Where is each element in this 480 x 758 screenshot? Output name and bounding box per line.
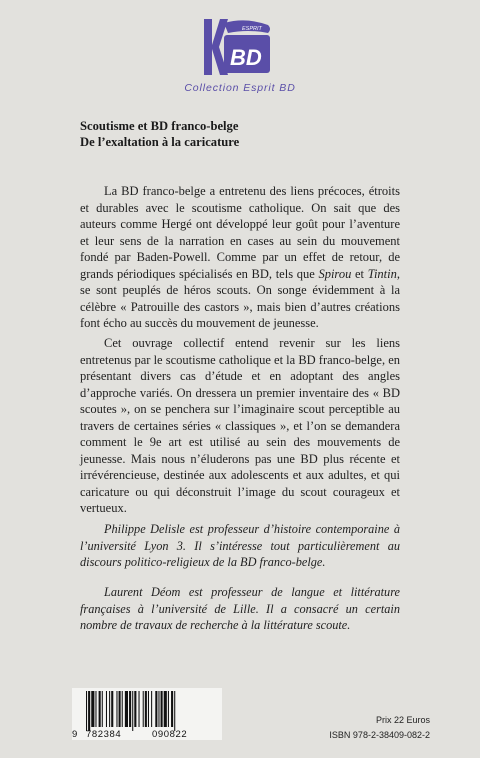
logo-small-text: ESPRIT [242,26,262,32]
barcode-bar [148,691,149,727]
barcode-bar [134,691,136,727]
title-line-1: Scoutisme et BD franco-belge [80,119,239,133]
barcode-bar [158,691,159,727]
isbn: ISBN 978-2-38409-082-2 [329,730,430,740]
barcode-digits-right: 090822 [152,729,188,740]
p1-text-a: La BD franco-belge a entretenu des liens précoces, étroits et durables avec le scoutisme catholique. On sait que des auteurs comme Hergé ont développé leur goût pour l’aventure et leur sens de la narration en cases au sein du mouvement fondé par Baden-Powell. Comme par un effet de retour, de grands périodiques spécialisés en BD, tels que [80,184,400,281]
tintin-title: Tintin [367,266,397,281]
barcode-bars [80,691,214,731]
author-bio-deom: Laurent Déom est professeur de langue et littérature françaises à l’université de Lille. Il a consacré un certain nombre de travaux de recherche à la littérature scoute. [80,585,400,632]
barcode-bar [174,691,175,731]
barcode-bar [111,691,113,727]
summary-paragraph-1 [80,183,400,332]
barcode-bar [145,691,147,727]
barcode-bar [143,691,144,727]
barcode-bar [155,691,157,727]
barcode-bar [168,691,169,727]
barcode-bar [132,691,133,731]
collection-name: Collection Esprit BD [184,82,296,94]
book-title [80,118,400,150]
barcode-digit-first: 9 [72,729,78,740]
barcode-bar [164,691,167,727]
title-line-2: De l’exaltation à la caricature [80,135,240,149]
barcode-bar [106,691,107,727]
price: Prix 22 Euros [375,715,430,725]
summary-paragraph-2: Cet ouvrage collectif entend revenir sur les liens entretenus par le scoutisme catholique et la BD franco-belge, en présentant divers cas d’étude et en adoptant des angles d’approche variés. On dressera un premier inventaire des « BD scoutes », on se penchera sur l’imaginaire scout perceptible au travers de certaines séries « classiques », et l’on se demandera comment le 9e art est utilisé au sein des mouvements de jeunesse. Mais nous n’éluderons pas une BD plus récente et irrévérencieuse, destinée aux adolescents et aux adultes, et qui caricature ou qui déconstruit l’image du scout courageux et vertueux. [80,336,401,515]
p1-text-b: , se sont peuplés de héros scouts. On songe évidemment à la célèbre « Patrouille des castors », mais bien d’autres créations font écho au succès du mouvement de jeunesse. [80,266,400,330]
barcode [72,688,222,740]
barcode-bar [129,691,131,727]
esprit-bd-logo [202,19,274,75]
barcode-bar [95,691,96,727]
author-bio-delisle: Philippe Delisle est professeur d’histoire contemporaine à l’université Lyon 3. Il s’intéresse tout particulièrement au discours politico-religieux de la BD franco-belge. [80,522,400,569]
barcode-bar [91,691,94,727]
barcode-bar [125,691,128,727]
svg-text:BD: BD [230,45,262,70]
barcode-digits-left: 782384 [86,729,122,740]
barcode-bar [171,691,173,727]
p1-and: et [351,266,368,281]
barcode-bar [109,691,110,727]
barcode-bar [86,691,87,731]
barcode-bar [116,691,117,727]
barcode-bar [122,691,123,727]
barcode-bar [151,691,152,727]
spirou-title: Spirou [318,266,352,281]
barcode-bar [161,691,163,727]
barcode-bar [139,691,140,727]
barcode-bar [88,691,90,731]
barcode-bar [102,691,103,727]
barcode-bar [119,691,121,727]
barcode-bar [99,691,101,727]
